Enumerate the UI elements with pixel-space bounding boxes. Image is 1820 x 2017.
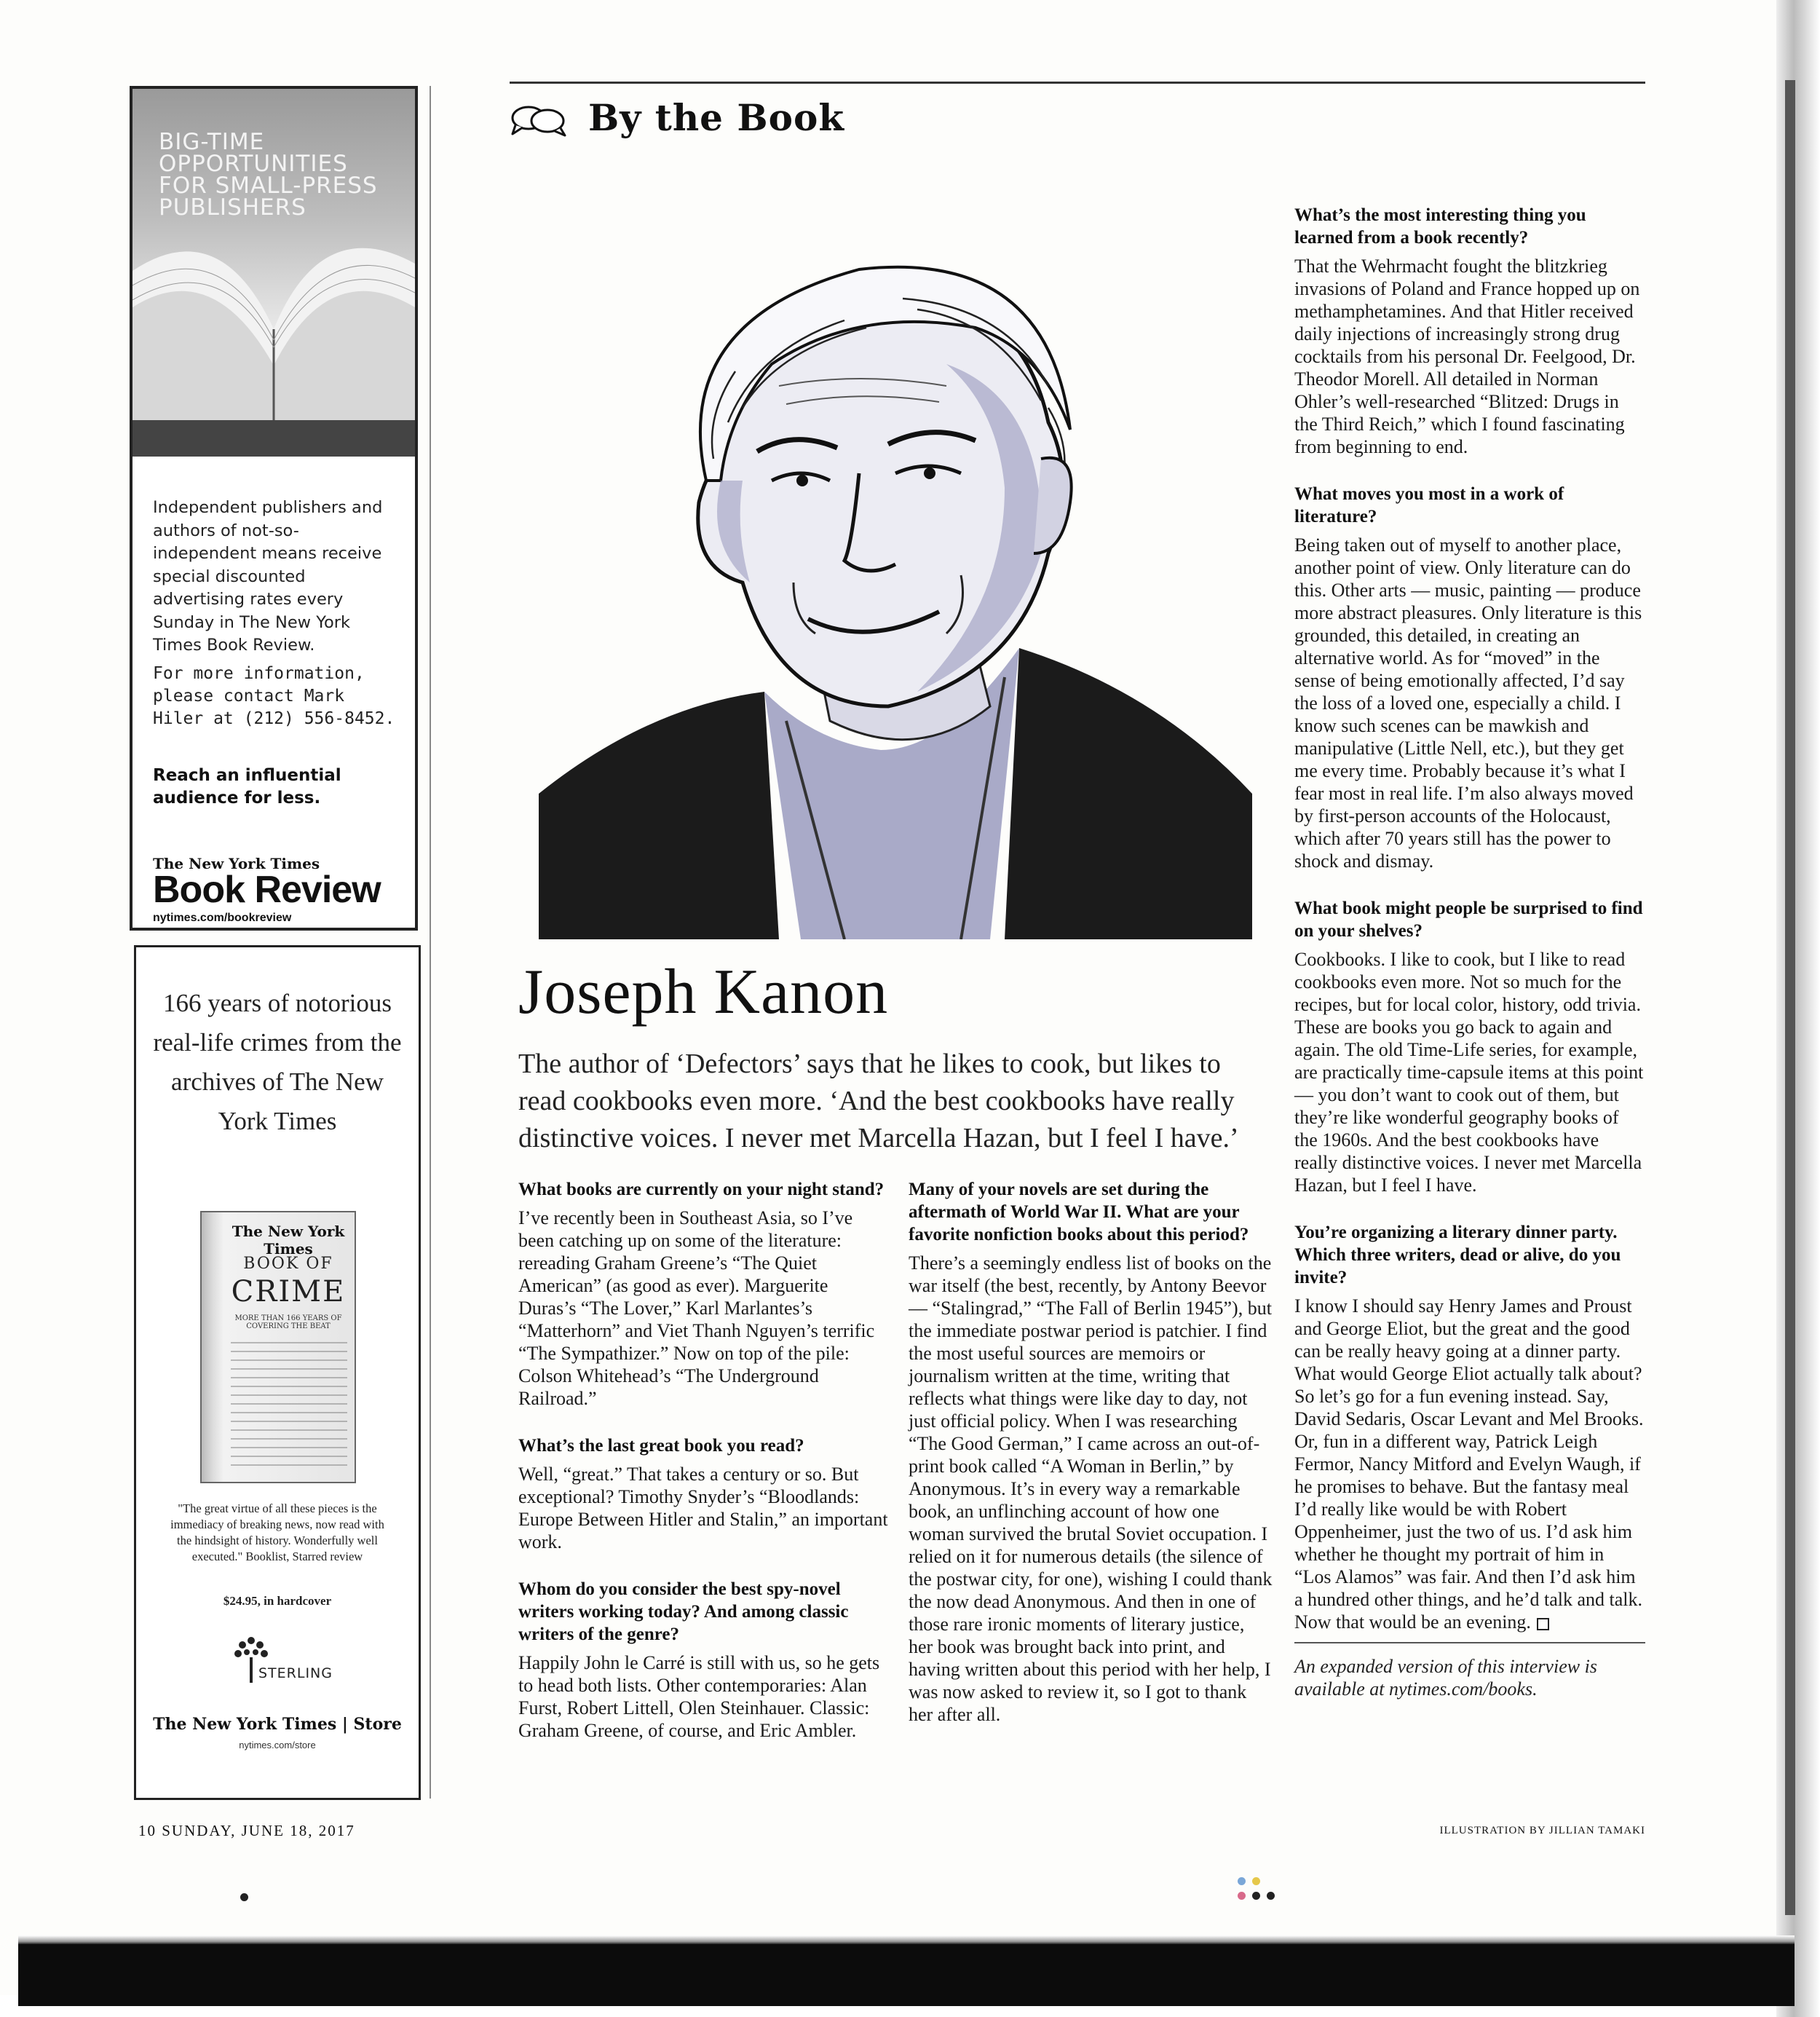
registration-mark	[1252, 1892, 1260, 1900]
ad-review-quote: "The great virtue of all these pieces is the immediacy of breaking news, now read with the hindsight of history. Wonderfully well executed." Booklist, Starred review	[170, 1501, 384, 1563]
ad-body-text: Independent publishers and authors of not-so-independent means receive special discounted advertising rates every Sunday in The New York Times Book Review.	[153, 498, 383, 655]
registration-mark	[1267, 1892, 1275, 1900]
book-masthead: The New York Times	[232, 1223, 345, 1258]
book-cover-text-lines	[231, 1342, 347, 1466]
interview-question: What book might people be surprised to find on your shelves?	[1294, 899, 1643, 941]
book-review-ad[interactable]	[130, 86, 418, 931]
nyt-store-logo: The New York Times | Store	[153, 1715, 402, 1734]
author-portrait-illustration	[539, 240, 1252, 939]
interview-answer: Being taken out of myself to another place, another point of view. Only literature can do this. Other arts — music, painting — produce more abstract pleasures. Only literature is this grounded, this detailed, in creating an alternative world. As for “moved” in the sense of being emotionally affected, I’d say the loss of a loved one, especially a child. I know such scenes can be mawkish and manipulative (Little Nell, etc.), but they get me every time. Probably because it’s what I fear most in real life. I’m also always moved by first-person accounts of the Holocaust, which after 70 years still has the power to shock and dismay.	[1294, 534, 1642, 872]
interview-answer: There’s a seemingly endless list of books on the war itself (the best, recently, by Antony Beevor — “Stalingrad,” “The Fall of Berlin 1945”), but the immediate postwar period is patchier. I find the most useful sources are memoirs or journalism written at the time, writing that reflects what things were like day to day, not just official policy. When I was researching “The Good German,” I came across an out-of-print book called “A Woman in Berlin,” by Anonymous. It’s in every way a remarkable book, an unflinching account of how one woman survived the brutal Soviet occupation. I relied on it for numerous details (the silence of the postwar city, for one), wishing I could thank the now dead Anonymous. And then in one of those rare ironic moments of literary justice, her book was brought back into print, and having written about this period with her help, I was now asked to review it, so I got to thank her after all.	[909, 1252, 1273, 1725]
article-column-3	[1294, 204, 1645, 1700]
interview-question: You’re organizing a literary dinner party. Which three writers, dead or alive, do you invite?	[1294, 1223, 1621, 1287]
nyt-logo: The New York Times	[153, 855, 320, 872]
interview-question: What books are currently on your night stand?	[518, 1180, 885, 1199]
interview-answer: That the Wehrmacht fought the blitzkrieg invasions of Poland and France hopped up on methamphetamines. And that Hitler received daily injections of increasingly strong drug cocktails from his personal Dr. Feelgood, Dr. Theodor Morell. All detailed in Norman Ohler’s well-researched “Blitzed: Drugs in the Third Reich,” which I found fascinating from beginning to end.	[1294, 256, 1640, 457]
illustration-credit: ILLUSTRATION BY JILLIAN TAMAKI	[1439, 1825, 1645, 1836]
interview-answer: Happily John le Carré is still with us, so he gets to head both lists. Other contemporaries: Alan Furst, Robert Littell, Olen Steinhauer. Classic: Graham Greene, of course, and Eric Ambler.	[518, 1652, 880, 1741]
publisher-name: STERLING	[258, 1665, 333, 1681]
open-book-photo	[132, 89, 415, 457]
book-of-crime-ad[interactable]	[134, 945, 421, 1800]
interview-question: What’s the last great book you read?	[518, 1436, 804, 1456]
ad-url-link[interactable]: nytimes.com/bookreview	[153, 912, 292, 924]
ad-call-to-action: Reach an influential audience for less.	[153, 766, 341, 808]
scan-edge	[1776, 0, 1820, 2017]
end-mark-icon	[1537, 1618, 1549, 1630]
author-name-headline: Joseph Kanon	[518, 957, 889, 1027]
ad-price: $24.95, in hardcover	[223, 1594, 332, 1608]
article-column-2	[909, 1178, 1273, 1750]
ad-headline: BIG-TIME OPPORTUNITIES FOR SMALL-PRESS PUBLISHERS	[159, 129, 378, 221]
interview-question: What moves you most in a work of literature?	[1294, 484, 1564, 526]
ad-url-link[interactable]: nytimes.com/store	[239, 1740, 316, 1750]
scan-bottom-border	[18, 1944, 1795, 2006]
section-title: By the Book	[588, 96, 844, 139]
interview-answer-last	[1294, 1295, 1645, 1633]
interview-answer: Well, “great.” That takes a century or so. But exceptional? Timothy Snyder’s “Bloodlands: Europe Between Hitler and Stalin,” an important work.	[518, 1464, 888, 1552]
article-column-1	[518, 1178, 890, 1767]
interview-answer: Cookbooks. I like to cook, but I like to read cookbooks even more. Not so much for the recipes, but for local color, history, odd trivia. These are books you go back to again and again. The old Time-Life series, for example, are practically time-capsule items at this point — you don’t want to cook out of them, but they’re like wonderful geography books of the 1960s. And the best cookbooks have really distinctive voices. I never met Marcella Hazan, but I feel I have.	[1294, 949, 1644, 1196]
interview-answer: I’ve recently been in Southeast Asia, so I’ve been catching up on some of the literature: rereading Graham Greene’s “The Quiet American” (as good as ever). Marguerite Duras’s “The Lover,” Karl Marlantes’s “Matterhorn” and Viet Thanh Nguyen’s terrific “The Sympathizer.” Now on top of the pile: Colson Whitehead’s “The Underground Railroad.”	[518, 1207, 875, 1409]
book-title-line2: CRIME	[231, 1275, 346, 1309]
book-cover-image	[200, 1211, 356, 1483]
article-deck: The author of ‘Defectors’ says that he likes to cook, but likes to read cookbooks even more. ‘And the best cookbooks have really distinctive voices. I never met Marcella Hazan, but I feel I have.’	[518, 1049, 1239, 1153]
registration-mark	[240, 1893, 248, 1901]
interview-answer-text: I know I should say Henry James and Proust and George Eliot, but the great and the good can be really heavy going at a dinner party. What would George Eliot actually talk about? So let’s go for a fun evening instead. Say, David Sedaris, Oscar Levant and Mel Brooks. Or, fun in a different way, Patrick Leigh Fermor, Nancy Mitford and Evelyn Waugh, if he promises to behave. But the fantasy meal I’d really like would be with Robert Oppenheimer, just the two of us. I’d ask him whether he thought my portrait of him in “Los Alamos” was fair. And then I’d ask him a hundred other things, and he’d talk and talk. Now that would be an evening.	[1294, 1295, 1644, 1633]
header-rule	[510, 82, 1645, 84]
interview-question: What’s the most interesting thing you learned from a book recently?	[1294, 205, 1586, 248]
interview-question: Many of your novels are set during the aftermath of World War II. What are your favorite nonfiction books about this period?	[909, 1180, 1249, 1244]
interview-question: Whom do you consider the best spy-novel writers working today? And among classic writers of the genre?	[518, 1579, 849, 1644]
book-title-line1: BOOK OF	[243, 1255, 333, 1273]
speech-bubbles-icon	[510, 103, 568, 137]
article-end-rule	[1294, 1642, 1645, 1643]
expanded-version-note[interactable]: An expanded version of this interview is available at nytimes.com/books.	[1294, 1656, 1597, 1700]
registration-mark	[1252, 1877, 1260, 1885]
registration-mark	[1238, 1877, 1246, 1885]
ad-tagline: 166 years of notorious real-life crimes from the archives of The New York Times	[153, 989, 402, 1135]
page-folio: 10 SUNDAY, JUNE 18, 2017	[138, 1822, 355, 1839]
book-review-logo: Book Review	[153, 869, 381, 911]
registration-mark	[1238, 1892, 1246, 1900]
column-divider	[430, 86, 431, 1799]
book-subtitle: MORE THAN 166 YEARS OF COVERING THE BEAT	[234, 1314, 342, 1330]
ad-contact-text: For more information, please contact Mark Hiler at (212) 556-8452.	[153, 664, 395, 728]
